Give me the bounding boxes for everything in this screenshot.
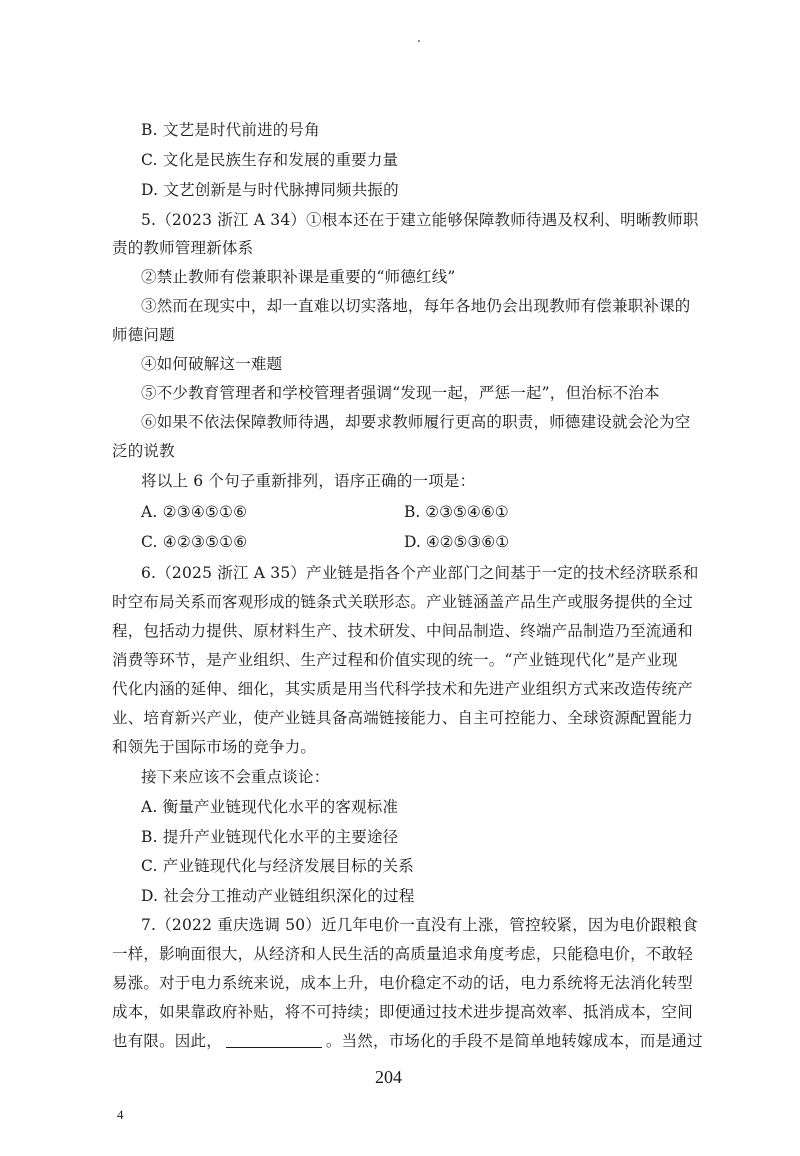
q7-line-3: 易涨。对于电力系统来说，成本上升，电价稳定不动的话，电力系统将无法消化转型 bbox=[112, 974, 693, 992]
q6-option-b: B. 提升产业链现代化水平的主要途径 bbox=[141, 828, 399, 846]
q5-sentence-3-line-1: ③然而在现实中，却一直难以切实落地，每年各地仍会出现教师有偿兼职补课的 bbox=[141, 297, 691, 315]
q7-line-5-post: 。当然，市场化的手段不是简单地转嫁成本，而是通过 bbox=[325, 1032, 703, 1050]
q5-option-d: D. ④②⑤③⑥① bbox=[404, 533, 510, 551]
q6-option-c: C. 产业链现代化与经济发展目标的关系 bbox=[141, 857, 414, 875]
q5-option-a: A. ②③④⑤①⑥ bbox=[141, 503, 248, 521]
q5-question: 将以上 6 个句子重新排列，语序正确的一项是： bbox=[141, 472, 476, 490]
q5-option-c: C. ④②③⑤①⑥ bbox=[141, 533, 248, 551]
q5-sentence-5: ⑤不少教育管理者和学校管理者强调“发现一起，严惩一起”，但治标不治本 bbox=[141, 384, 660, 402]
q5-option-b: B. ②③⑤④⑥① bbox=[404, 503, 509, 521]
q7-line-4: 成本，如果靠政府补贴，将不可持续；即便通过技术进步提高效率、抵消成本，空间 bbox=[112, 1003, 693, 1021]
q4-option-b: B. 文艺是时代前进的号角 bbox=[141, 121, 320, 139]
scan-speck bbox=[418, 40, 420, 42]
q4-option-d: D. 文艺创新是与时代脉搏同频共振的 bbox=[141, 181, 399, 199]
q7-line-5 bbox=[112, 1031, 712, 1051]
q7-line-2: 一样，影响面很大，从经济和人民生活的高质量追求角度考虑，只能稳电价，不敢轻 bbox=[112, 945, 693, 963]
q6-option-d: D. 社会分工推动产业链组织深化的过程 bbox=[141, 887, 415, 905]
page-number: 204 bbox=[375, 1067, 402, 1087]
q5-sentence-6-line-1: ⑥如果不依法保障教师待遇，却要求教师履行更高的职责，师德建设就会沦为空 bbox=[141, 413, 691, 431]
q5-sentence-2: ②禁止教师有偿兼职补课是重要的“师德红线” bbox=[141, 268, 456, 286]
q6-option-a: A. 衡量产业链现代化水平的客观标准 bbox=[141, 798, 399, 816]
q6-line-1: 6.（2025 浙江 A 35）产业链是指各个产业部门之间基于一定的技术经济联系和 bbox=[141, 564, 699, 582]
q5-stem-line-1: 5.（2023 浙江 A 34）①根本还在于建立能够保障教师待遇及权利、明晰教师职 bbox=[141, 211, 699, 229]
q5-sentence-6-line-2: 泛的说教 bbox=[112, 442, 175, 460]
q7-line-5-pre: 也有限。因此， bbox=[112, 1032, 222, 1050]
q6-question: 接下来应该不会重点谈论： bbox=[141, 768, 330, 786]
q6-line-4: 消费等环节，是产业组织、生产过程和价值实现的统一。“产业链现代化”是产业现 bbox=[112, 651, 678, 669]
q6-line-5: 代化内涵的延伸、细化，其实质是用当代科学技术和先进产业组织方式来改造传统产 bbox=[112, 680, 693, 698]
margin-mark: 4 bbox=[117, 1107, 124, 1122]
q5-stem-line-2: 责的教师管理新体系 bbox=[112, 239, 254, 257]
q6-line-7: 和领先于国际市场的竞争力。 bbox=[112, 738, 317, 756]
q6-line-3: 程，包括动力提供、原材料生产、技术研发、中间品制造、终端产品制造乃至流通和 bbox=[112, 622, 693, 640]
q5-sentence-4: ④如何破解这一难题 bbox=[141, 355, 283, 373]
q4-option-c: C. 文化是民族生存和发展的重要力量 bbox=[141, 151, 399, 169]
q7-line-1: 7.（2022 重庆选调 50）近几年电价一直没有上涨，管控较紧，因为电价跟粮食 bbox=[141, 916, 698, 934]
answer-blank bbox=[226, 1033, 322, 1048]
q6-line-6: 业、培育新兴产业，使产业链具备高端链接能力、自主可控能力、全球资源配置能力 bbox=[112, 709, 693, 727]
q5-sentence-3-line-2: 师德问题 bbox=[112, 326, 175, 344]
q6-line-2: 时空布局关系而客观形成的链条式关联形态。产业链涵盖产品生产或服务提供的全过 bbox=[112, 593, 693, 611]
